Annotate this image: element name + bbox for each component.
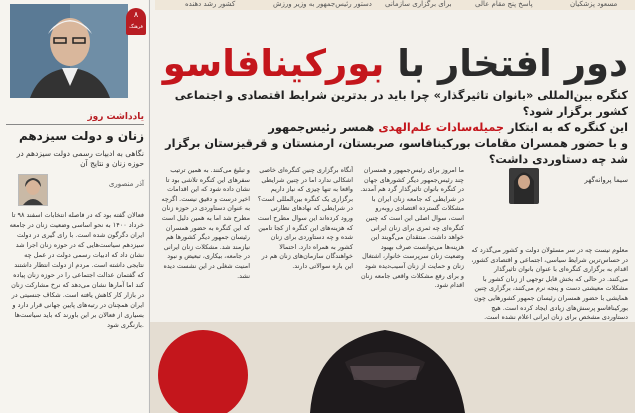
sidebar-body-text: فعالان گفته بود که در فاصله انتخابات اسفند ۹۸ تا خرداد ۱۴۰۰ به نحو اساسی وضعیت زنان در جامعه ایران دگرگون شده است. با رای گیری در دولت سیزدهم سیاست‌هایی که در حوزه زنان اجرا شد نشان داد که ادبیات رسمی دولت در عمل چه نتایجی داشته است. مردم از دولت انتظار داشتند که گفتمان عدالت اجتماعی را در حوزه زنان پیاده کند اما آمارها نشان می‌دهد که نرخ مشارکت زنان در بازار کار کاهش یافته است. شکاف جنسیتی در ایران همچنان در رتبه‌های پایین جهانی قرار دارد و بسیاری از فعالان بر این باورند که باید سیاست‌ها بازنگری شود.: [9, 211, 144, 329]
article-column: آنگاه برگزاری چنین کنگره‌ای خاصی اشکالی ندارد اما در چنین شرایطی واقعا به تنها چیزی که نیاز داریم برگزاری یک کنگره بین‌المللی است؟ در شرایطی که نهادهای نظارتی ورود کرده‌اند این سوال مطرح است که هزینه‌های این کنگره از کجا تامین شده و چه دستاوردی برای زنان کشور به همراه دارد. احتمالا خواهندگان سازمان‌های زنان هم در این باره سوالاتی دارند.: [257, 166, 353, 270]
title-part-dark: دور افتخار با: [384, 42, 628, 85]
sidebar-author: آذر منصوری: [108, 180, 144, 188]
writer-name: سیما پروانه‌گهر: [584, 176, 628, 184]
top-strip-item[interactable]: برای برگزاری سازمانی: [385, 0, 452, 8]
sidebar-column: [0, 0, 148, 413]
headline-summary: [158, 88, 628, 168]
sidebar-section-title: یادداشت روز: [87, 112, 144, 122]
divider: [6, 124, 144, 125]
top-strip-item[interactable]: مسعود پزشکیان: [570, 0, 618, 8]
summary-line: و با حضور همسران مقامات بورکینافاسو، صربستان، ارمنستان و قرقیزستان برگزار شد چه دستاوردی داشت؟: [165, 137, 628, 166]
page-number-badge: [126, 8, 146, 35]
top-headline-strip: [155, 0, 635, 10]
summary-line: [158, 120, 628, 136]
highlighted-name: جمیله‌سادات علم‌الهدی: [378, 121, 505, 134]
author-photo: [10, 4, 128, 98]
top-strip-item[interactable]: دستور رئیس‌جمهور به وزیر ورزش: [273, 0, 372, 8]
page-number: ۸: [133, 10, 139, 19]
summary-text: همسر رئیس‌جمهور: [268, 121, 379, 134]
writer-box: [471, 168, 628, 238]
avatar: [18, 174, 48, 206]
article-column: و تبلیغ می‌کنند. به همین ترتیب سفرهای این کنگره تلاشی بود تا نشان داده شود که این اقدامات اخیر درست و دقیق نیست. اگرچه به عنوان دستاوردی در حوزه زنان مطرح شد اما به همین دلیل است که این کنگره به حضور همسران رئیسان جمهور دیگر کشورها هم نیازمند شد. مشکلات زنان ایرانی در جامعه، بیکاری، تبعیض و نبود امنیت شغلی در این نشست دیده نشد.: [161, 166, 250, 280]
magazine-stamp: [158, 330, 248, 413]
sidebar-deck: نگاهی به ادبیات رسمی دولت سیزدهم در حوزه زنان و نتایج آن: [16, 149, 144, 168]
summary-line: کنگره بین‌المللی «بانوان تاثیرگذار» چرا باید در بدترین شرایط اقتصادی و اجتماعی کشور برگزار شود؟: [174, 89, 628, 118]
sidebar-headline[interactable]: زنان و دولت سیزدهم: [18, 129, 144, 143]
top-strip-item[interactable]: کشور رشد دهنده: [185, 0, 236, 8]
top-strip-item[interactable]: پاسخ پنج مقام عالی: [475, 0, 533, 8]
article-column: معلوم نیست چه در سر مسئولان دولت و کشور می‌گذرد که در حساس‌ترین شرایط سیاسی، اجتماعی و اقتصادی کشور، اقدام به برگزاری کنگره‌ای با عنوان بانوان تاثیرگذار می‌کنند. در حالی که بخش قابل توجهی از زنان کشور با مشکلات معیشتی دست و پنجه نرم می‌کنند، برگزاری چنین همایشی با حضور همسران رئیسان جمهور کشورهایی چون بورکینافاسو پرسش‌های زیادی ایجاد کرده است. هیچ دستاوردی مشخص برای زنان ایرانی اعلام نشده است.: [471, 246, 628, 322]
page-title[interactable]: [158, 42, 628, 86]
title-part-red: بورکینافاسو: [162, 42, 385, 85]
article-column: ما امروز برای رئیس‌جمهور و همسران چند رئیس‌جمهور دیگر کشورهای جهان در کنگره بانوان تاثیرگذار گرد هم آمدند. در شرایطی که جامعه زنان ایران با مشکلات گسترده اقتصادی روبه‌رو است، سوال اصلی این است که چنین کنگره‌ای چه ثمری برای زنان ایرانی خواهد داشت. منتقدان می‌گویند این هزینه‌ها می‌توانست صرف بهبود وضعیت زنان سرپرست خانوار، اشتغال زنان و حمایت از زنان آسیب‌دیده شود و برای رفع مشکلات واقعی جامعه زنان اقدام شود.: [360, 166, 464, 290]
writer-photo: [509, 168, 539, 204]
summary-text: این کنگره که به ابتکار: [504, 121, 628, 134]
page-section: فرهنگ: [129, 24, 143, 30]
